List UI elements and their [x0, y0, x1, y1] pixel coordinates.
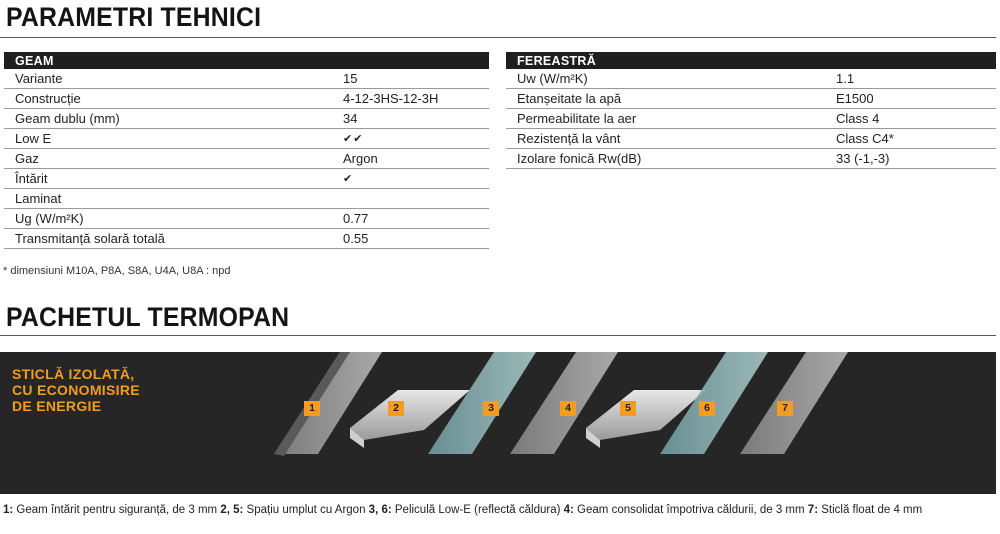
row-value — [343, 189, 489, 209]
layer-number-badge: 5 — [620, 401, 636, 416]
table-row — [506, 149, 996, 169]
row-label: Low E — [4, 129, 343, 149]
fereastra-table — [506, 52, 996, 169]
table-row — [506, 129, 996, 149]
check-icon: ✔✔ — [343, 129, 489, 149]
table-row — [4, 129, 489, 149]
table-row — [506, 109, 996, 129]
fereastra-table-header: FEREASTRĂ — [506, 52, 996, 69]
band-title: STICLĂ IZOLATĂ, CU ECONOMISIRE DE ENERGIE — [12, 366, 140, 414]
divider — [0, 37, 996, 38]
row-label: Uw (W/m²K) — [506, 69, 836, 89]
row-label: Geam dublu (mm) — [4, 109, 343, 129]
geam-table — [4, 52, 489, 249]
row-value: 4-12-3HS-12-3H — [343, 89, 489, 109]
table-row — [4, 229, 489, 249]
row-value: 15 — [343, 69, 489, 89]
row-label: Întărit — [4, 169, 343, 189]
table-row — [4, 169, 489, 189]
layer-number-badge: 4 — [560, 401, 576, 416]
row-value: 33 (-1,-3) — [836, 149, 996, 169]
row-label: Variante — [4, 69, 343, 89]
row-label: Laminat — [4, 189, 343, 209]
row-value: 0.55 — [343, 229, 489, 249]
row-value: Class C4* — [836, 129, 996, 149]
layer-number-badge: 3 — [483, 401, 499, 416]
table-row — [506, 89, 996, 109]
section-title-pachetul: PACHETUL TERMOPAN — [6, 302, 290, 332]
section-title-parametri: PARAMETRI TEHNICI — [6, 2, 262, 32]
row-value: 34 — [343, 109, 489, 129]
row-label: Gaz — [4, 149, 343, 169]
check-icon: ✔ — [343, 169, 489, 189]
layer-number-badge: 2 — [388, 401, 404, 416]
table-row — [4, 109, 489, 129]
row-value: E1500 — [836, 89, 996, 109]
table-row — [4, 189, 489, 209]
glass-layers-illustration — [0, 352, 996, 494]
row-label: Izolare fonică Rw(dB) — [506, 149, 836, 169]
row-label: Permeabilitate la aer — [506, 109, 836, 129]
row-label: Rezistență la vânt — [506, 129, 836, 149]
row-value: 1.1 — [836, 69, 996, 89]
row-label: Ug (W/m²K) — [4, 209, 343, 229]
row-value: Class 4 — [836, 109, 996, 129]
layer-number-badge: 6 — [699, 401, 715, 416]
layer-number-badge: 7 — [777, 401, 793, 416]
table-row — [4, 149, 489, 169]
geam-table-header: GEAM — [4, 52, 489, 69]
table-row — [4, 69, 489, 89]
table-row — [4, 89, 489, 109]
layers-caption: 1: Geam întărit pentru siguranță, de 3 mm 2, 5: Spațiu umplut cu Argon 3, 6: Peliculă Low-E (reflectă căldura) 4: Geam consolidat împotriva căldurii, de 3 mm 7: Sticlă float de 4 mm — [3, 504, 923, 516]
table-row — [4, 209, 489, 229]
glass-layers-graphic — [0, 352, 996, 494]
row-label: Etanșeitate la apă — [506, 89, 836, 109]
footnote: * dimensiuni M10A, P8A, S8A, U4A, U8A : npd — [3, 265, 231, 277]
row-label: Construcție — [4, 89, 343, 109]
layer-number-badge: 1 — [304, 401, 320, 416]
row-value: 0.77 — [343, 209, 489, 229]
row-label: Transmitanță solară totală — [4, 229, 343, 249]
row-value: Argon — [343, 149, 489, 169]
table-row — [506, 69, 996, 89]
divider — [0, 335, 996, 336]
